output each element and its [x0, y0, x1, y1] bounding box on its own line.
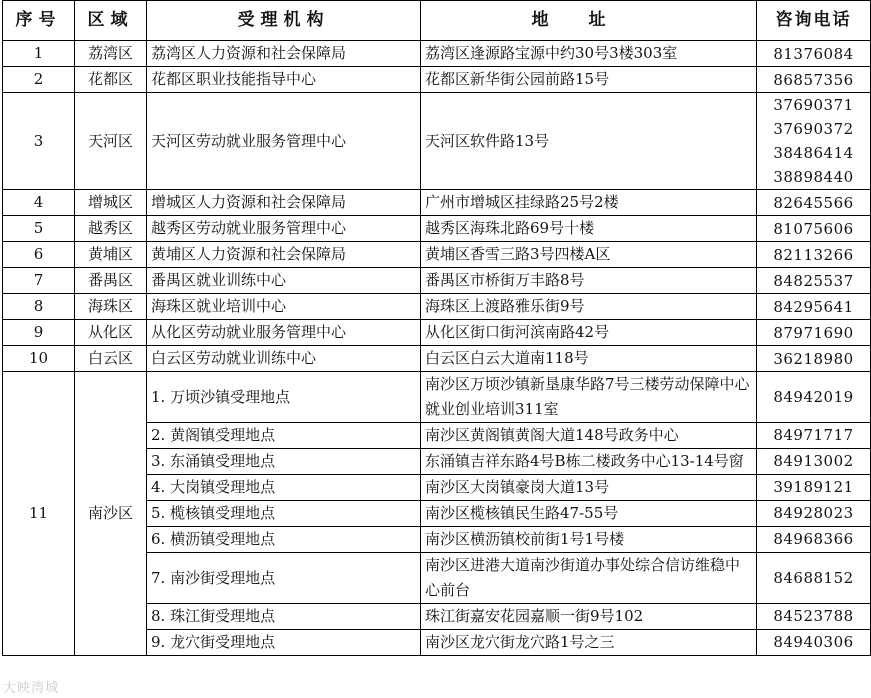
row-agency: 越秀区劳动就业服务管理中心	[147, 216, 421, 242]
row-phone	[757, 93, 871, 190]
header-phone: 咨询电话	[757, 1, 871, 41]
row-district: 番禺区	[75, 268, 147, 294]
site-agency: 7. 南沙街受理地点	[147, 553, 421, 604]
row-no: 7	[3, 268, 75, 294]
site-agency: 4. 大岗镇受理地点	[147, 475, 421, 501]
row-address: 花都区新华街公园前路15号	[421, 67, 757, 93]
table-row	[3, 93, 871, 190]
row-agency: 黄埔区人力资源和社会保障局	[147, 242, 421, 268]
phone-number: 37690372	[773, 120, 854, 138]
row-agency: 花都区职业技能指导中心	[147, 67, 421, 93]
table-row	[3, 41, 871, 67]
row-address: 越秀区海珠北路69号十楼	[421, 216, 757, 242]
site-phone: 39189121	[757, 475, 871, 501]
site-address: 南沙区榄核镇民生路47-55号	[421, 501, 757, 527]
row-address: 广州市增城区挂绿路25号2楼	[421, 190, 757, 216]
header-address: 地址	[421, 1, 757, 41]
row-agency: 番禺区就业训练中心	[147, 268, 421, 294]
row-no: 5	[3, 216, 75, 242]
site-agency: 1. 万顷沙镇受理地点	[147, 372, 421, 423]
row-address: 番禺区市桥街万丰路8号	[421, 268, 757, 294]
row-district: 天河区	[75, 93, 147, 190]
phone-number: 81075606	[773, 219, 854, 238]
row-district: 南沙区	[75, 372, 147, 656]
site-agency: 6. 横沥镇受理地点	[147, 527, 421, 553]
row-phone	[757, 294, 871, 320]
table-row	[3, 320, 871, 346]
row-no: 10	[3, 346, 75, 372]
row-phone	[757, 346, 871, 372]
site-address: 南沙区大岗镇豪岗大道13号	[421, 475, 757, 501]
row-no: 6	[3, 242, 75, 268]
row-address: 海珠区上渡路雅乐街9号	[421, 294, 757, 320]
row-address: 荔湾区逢源路宝源中约30号3楼303室	[421, 41, 757, 67]
row-agency: 天河区劳动就业服务管理中心	[147, 93, 421, 190]
phone-number: 87971690	[773, 323, 854, 342]
table-row	[3, 346, 871, 372]
table-header-row	[3, 1, 871, 41]
site-agency: 2. 黄阁镇受理地点	[147, 423, 421, 449]
header-no: 序号	[3, 1, 75, 41]
site-phone: 84688152	[757, 553, 871, 604]
phone-number: 82113266	[773, 245, 854, 264]
row-address: 白云区白云大道南118号	[421, 346, 757, 372]
site-address: 南沙区龙穴街龙穴路1号之三	[421, 630, 757, 656]
row-agency: 海珠区就业培训中心	[147, 294, 421, 320]
row-no: 11	[3, 372, 75, 656]
row-phone	[757, 190, 871, 216]
header-district: 区域	[75, 1, 147, 41]
phone-number: 82645566	[773, 193, 854, 212]
table-row	[3, 242, 871, 268]
table-row	[3, 294, 871, 320]
service-agency-table	[2, 0, 871, 656]
site-address: 珠江街嘉安花园嘉顺一街9号102	[421, 604, 757, 630]
site-address: 南沙区横沥镇校前街1号1号楼	[421, 527, 757, 553]
site-agency: 3. 东涌镇受理地点	[147, 449, 421, 475]
site-phone: 84942019	[757, 372, 871, 423]
row-district: 从化区	[75, 320, 147, 346]
phone-number: 84825537	[773, 271, 854, 290]
row-no: 9	[3, 320, 75, 346]
site-agency: 5. 榄核镇受理地点	[147, 501, 421, 527]
site-agency: 8. 珠江街受理地点	[147, 604, 421, 630]
site-agency: 9. 龙穴街受理地点	[147, 630, 421, 656]
header-agency: 受理机构	[147, 1, 421, 41]
site-phone: 84940306	[757, 630, 871, 656]
table-row	[3, 67, 871, 93]
row-address: 从化区街口街河滨南路42号	[421, 320, 757, 346]
row-agency: 白云区劳动就业训练中心	[147, 346, 421, 372]
phone-number: 36218980	[773, 349, 854, 368]
row-district: 花都区	[75, 67, 147, 93]
row-district: 荔湾区	[75, 41, 147, 67]
site-phone: 84913002	[757, 449, 871, 475]
watermark: 大映湾城	[3, 681, 60, 696]
row-no: 8	[3, 294, 75, 320]
row-agency: 荔湾区人力资源和社会保障局	[147, 41, 421, 67]
row-no: 2	[3, 67, 75, 93]
row-address: 天河区软件路13号	[421, 93, 757, 190]
table-row	[3, 268, 871, 294]
row-no: 1	[3, 41, 75, 67]
row-no: 3	[3, 93, 75, 190]
site-phone: 84928023	[757, 501, 871, 527]
site-address: 南沙区进港大道南沙街道办事处综合信访维稳中心前台	[421, 553, 757, 604]
site-address: 南沙区万顷沙镇新垦康华路7号三楼劳动保障中心就业创业培训311室	[421, 372, 757, 423]
site-address: 南沙区黄阁镇黄阁大道148号政务中心	[421, 423, 757, 449]
phone-number: 81376084	[773, 44, 854, 63]
row-phone	[757, 67, 871, 93]
row-phone	[757, 320, 871, 346]
table-body	[3, 41, 871, 656]
row-district: 白云区	[75, 346, 147, 372]
row-phone	[757, 216, 871, 242]
phone-number: 37690371	[773, 96, 854, 114]
row-district: 增城区	[75, 190, 147, 216]
row-agency: 从化区劳动就业服务管理中心	[147, 320, 421, 346]
site-address: 东涌镇吉祥东路4号B栋二楼政务中心13-14号窗	[421, 449, 757, 475]
row-address: 黄埔区香雪三路3号四楼A区	[421, 242, 757, 268]
phone-number: 86857356	[773, 70, 854, 89]
row-phone	[757, 242, 871, 268]
table-row	[3, 190, 871, 216]
row-phone	[757, 268, 871, 294]
row-no: 4	[3, 190, 75, 216]
row-district: 黄埔区	[75, 242, 147, 268]
row-district: 越秀区	[75, 216, 147, 242]
phone-number: 38486414	[773, 144, 854, 162]
row-district: 海珠区	[75, 294, 147, 320]
phone-number: 84295641	[773, 297, 854, 316]
row-phone	[757, 41, 871, 67]
row-agency: 增城区人力资源和社会保障局	[147, 190, 421, 216]
nansha-site-row	[3, 372, 871, 423]
phone-number: 38898440	[773, 168, 854, 186]
site-phone: 84523788	[757, 604, 871, 630]
table-row	[3, 216, 871, 242]
site-phone: 84968366	[757, 527, 871, 553]
site-phone: 84971717	[757, 423, 871, 449]
